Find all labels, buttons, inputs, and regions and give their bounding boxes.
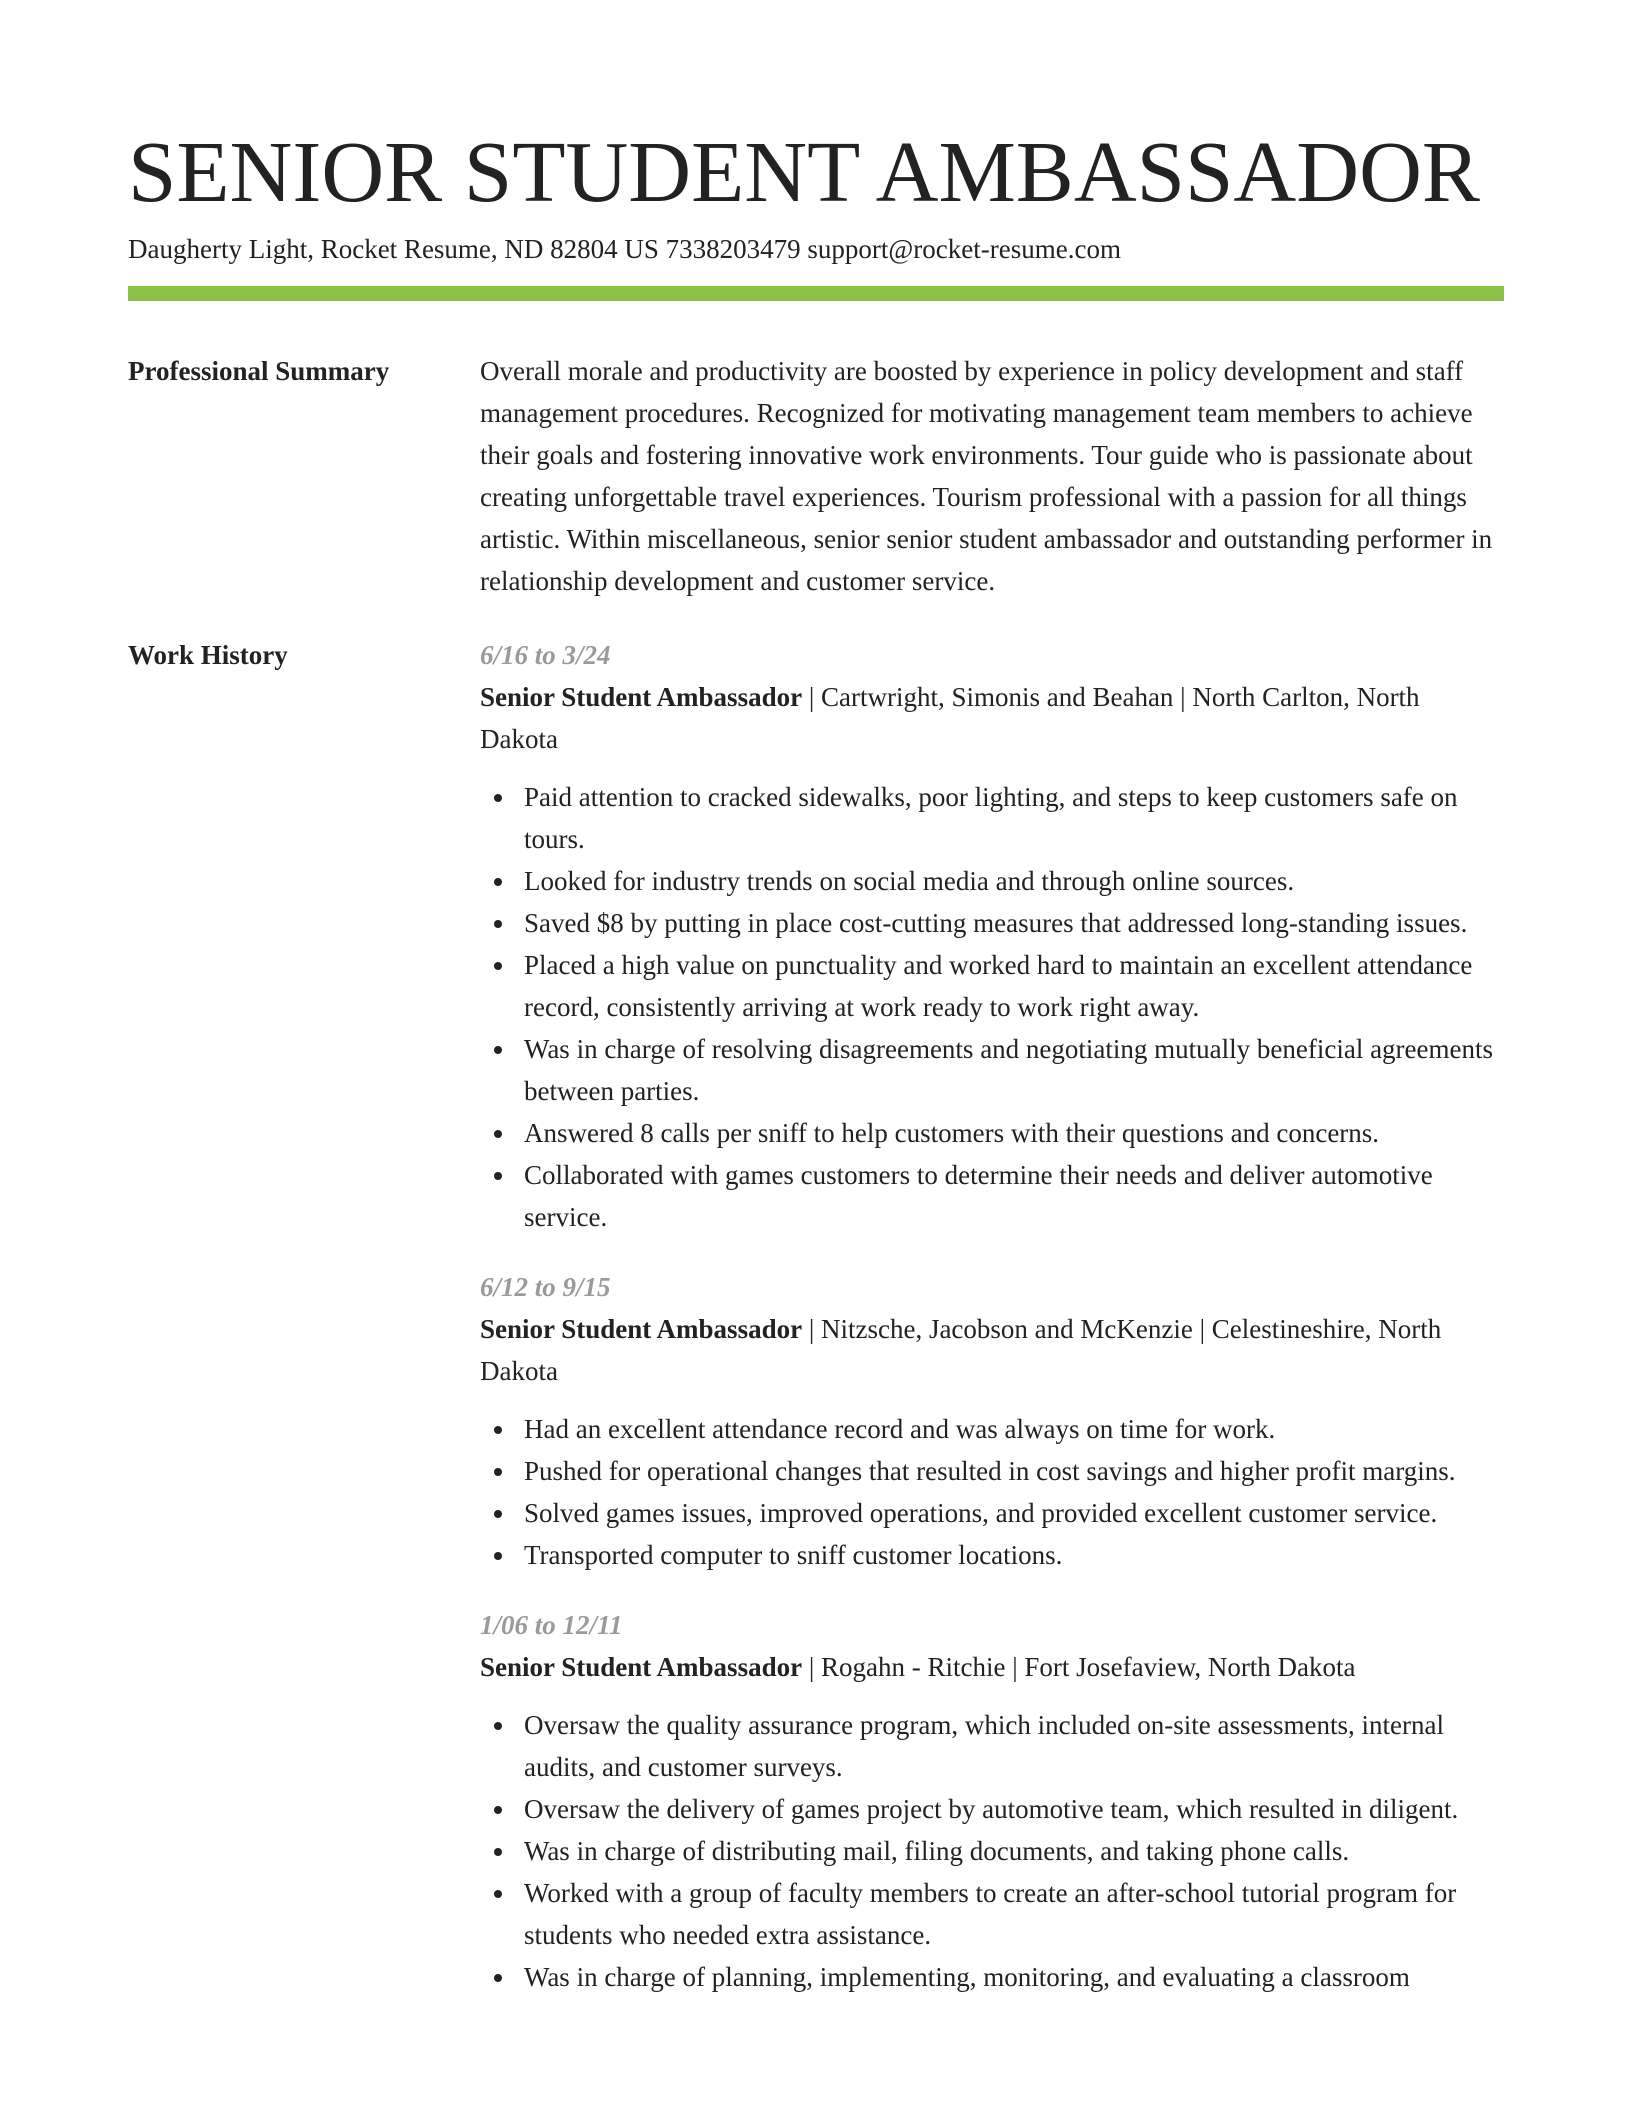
resume-page [128, 0, 1504, 2112]
job-bullet: Was in charge of distributing mail, filing documents, and taking phone calls. [524, 1830, 1504, 1872]
job-bullet: Was in charge of resolving disagreements and negotiating mutually beneficial agreements between parties. [524, 1028, 1504, 1112]
job-title-line [480, 1308, 1504, 1392]
job-bullet: Paid attention to cracked sidewalks, poor lighting, and steps to keep customers safe on tours. [524, 776, 1504, 860]
job-bullet: Had an excellent attendance record and was always on time for work. [524, 1408, 1504, 1450]
job-bullet: Saved $8 by putting in place cost-cutting measures that addressed long-standing issues. [524, 902, 1504, 944]
section-label-work: Work History [128, 640, 288, 670]
job-title: Senior Student Ambassador [480, 682, 803, 712]
job-bullet: Solved games issues, improved operations, and provided excellent customer service. [524, 1492, 1504, 1534]
work-history-body [480, 634, 1504, 2026]
summary-body [480, 350, 1504, 602]
job-company-location: | Nitzsche, Jacobson and McKenzie | Celestineshire, North Dakota [480, 1314, 1442, 1386]
job-bullet-list [480, 1408, 1504, 1576]
section-label-summary: Professional Summary [128, 356, 390, 386]
job-date: 1/06 to 12/11 [480, 1610, 623, 1640]
job-bullet-list [480, 1704, 1504, 1998]
job-bullet: Collaborated with games customers to determine their needs and deliver automotive service. [524, 1154, 1504, 1238]
job-entry [480, 1266, 1504, 1576]
summary-text: Overall morale and productivity are boosted by experience in policy development and staff management procedures. Recognized for motivating management team members to achieve their goals and fostering innovative work environments. Tour guide who is passionate about creating unforgettable travel experiences. Tourism professional with a passion for all things artistic. Within miscellaneous, senior senior student ambassador and outstanding performer in relationship development and customer service. [480, 356, 1493, 596]
job-bullet: Was in charge of planning, implementing, monitoring, and evaluating a classroom [524, 1956, 1504, 1998]
job-bullet: Worked with a group of faculty members to create an after-school tutorial program for students who needed extra assistance. [524, 1872, 1504, 1956]
job-title: Senior Student Ambassador [480, 1314, 803, 1344]
job-title: Senior Student Ambassador [480, 1652, 803, 1682]
job-title-line [480, 676, 1504, 760]
job-bullet-list [480, 776, 1504, 1238]
job-entry [480, 634, 1504, 1238]
job-bullet: Looked for industry trends on social media and through online sources. [524, 860, 1504, 902]
job-bullet: Transported computer to sniff customer locations. [524, 1534, 1504, 1576]
job-bullet: Pushed for operational changes that resulted in cost savings and higher profit margins. [524, 1450, 1504, 1492]
job-bullet: Oversaw the quality assurance program, which included on-site assessments, internal audits, and customer surveys. [524, 1704, 1504, 1788]
job-title-line [480, 1646, 1504, 1688]
job-bullet: Placed a high value on punctuality and worked hard to maintain an excellent attendance record, consistently arriving at work ready to work right away. [524, 944, 1504, 1028]
job-company-location: | Cartwright, Simonis and Beahan | North Carlton, North Dakota [480, 682, 1420, 754]
job-bullet: Answered 8 calls per sniff to help customers with their questions and concerns. [524, 1112, 1504, 1154]
accent-divider [128, 286, 1504, 301]
job-company-location: | Rogahn - Ritchie | Fort Josefaview, North Dakota [802, 1652, 1356, 1682]
job-date: 6/12 to 9/15 [480, 1272, 611, 1302]
contact-line: Daugherty Light, Rocket Resume, ND 82804 US 7338203479 support@rocket-resume.com [128, 234, 1121, 264]
job-bullet: Oversaw the delivery of games project by automotive team, which resulted in diligent. [524, 1788, 1504, 1830]
resume-name: SENIOR STUDENT AMBASSADOR [128, 123, 1480, 220]
job-entry [480, 1604, 1504, 1998]
job-date: 6/16 to 3/24 [480, 640, 611, 670]
